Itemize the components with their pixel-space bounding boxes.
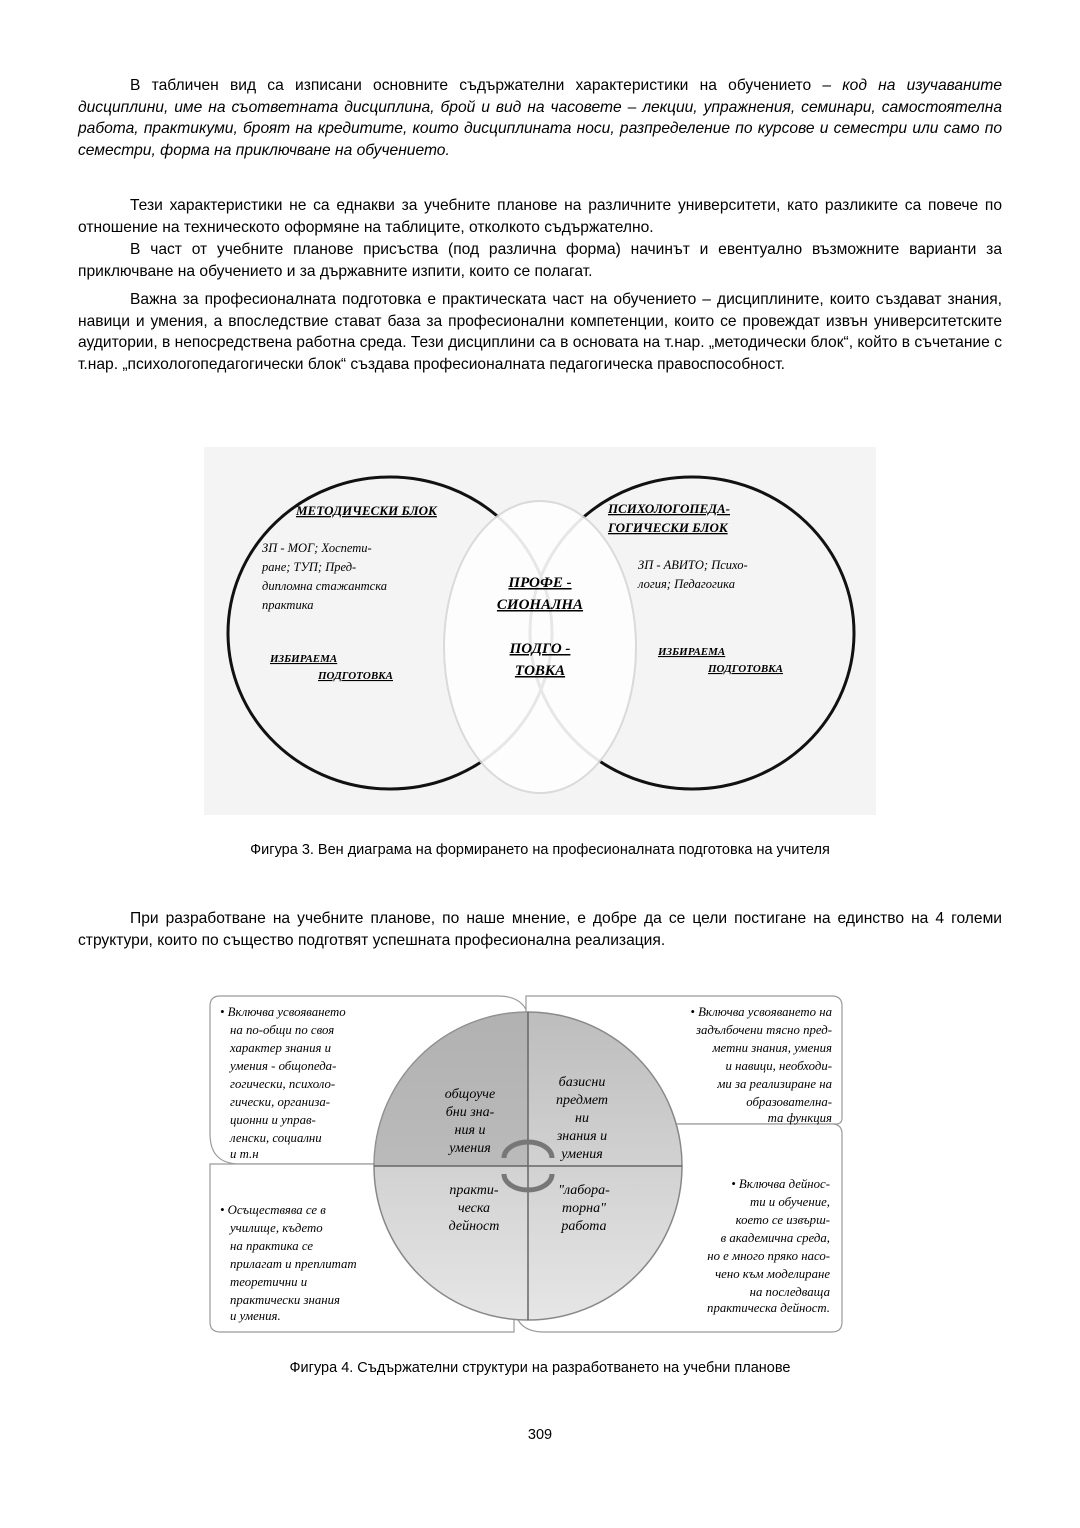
br-line: • Включва дейнос- — [731, 1177, 830, 1191]
venn-diagram — [204, 447, 876, 815]
paragraph-4: Важна за професионалната подготовка е практическата част на обучението – дисциплините, които създават знания, навици и умения, а впоследствие стават база за професионални компетенции, които се провеждат извън университетските аудитории, в непосредствена работна среда. Тези дисциплини са в основата на т.нар. „методически блок“, който в съчетание с т.нар. „психологопедагогически блок“ създава професионалната педагогическа правоспособност. — [78, 291, 1002, 373]
br-line: ти и обучение, — [749, 1195, 830, 1209]
tr-line: метни знания, умения — [712, 1041, 832, 1055]
left-body-line: практика — [262, 598, 314, 612]
left-elective-1: ИЗБИРАЕМА — [270, 653, 338, 665]
bl-line: прилагат и преплитат — [230, 1257, 357, 1271]
left-elective-2: ПОДГОТОВКА — [318, 670, 393, 682]
center-line: ПОДГО - — [509, 641, 571, 657]
tl-line: умения - общопеда- — [230, 1059, 337, 1073]
br-line: което се извърш- — [735, 1213, 830, 1227]
tl-line: на по-общи по своя — [230, 1023, 335, 1037]
right-body-line: логия; Педагогика — [638, 577, 735, 591]
ctl-line: бни зна- — [445, 1105, 495, 1120]
right-elective-2: ПОДГОТОВКА — [708, 663, 783, 675]
figure-3-caption: Фигура 3. Вен диаграма на формирането на професионалната подготовка на учителя — [250, 842, 830, 858]
tl-line: ционни и управ- — [230, 1113, 316, 1127]
paragraph-1 — [78, 75, 1002, 161]
paragraph-1-normal: В табличен вид са изписани основните съдържателни характеристики на обучението – — [130, 77, 843, 94]
paragraph-3: В част от учебните планове присъства (под различна форма) начинът и евентуално възможните варианти за приключване на обучението и за държавните изпити, които се полагат. — [78, 241, 1002, 280]
ctl-line: умения — [449, 1141, 491, 1156]
br-line: на последваща — [749, 1285, 830, 1299]
tl-line: ленски, социални — [230, 1131, 322, 1145]
cbl-line: дейност — [448, 1219, 500, 1234]
tl-line: гогически, психоло- — [230, 1077, 336, 1091]
tl-line: гически, организа- — [230, 1095, 331, 1109]
right-title-1: ПСИХОЛОГОПЕДА- — [608, 501, 731, 516]
ctr-line: умения — [561, 1147, 603, 1162]
left-title: МЕТОДИЧЕСКИ БЛОК — [296, 503, 437, 518]
br-line: практическа дейност. — [707, 1301, 830, 1315]
tr-line: и навици, необходи- — [725, 1059, 832, 1073]
paragraph-5: При разработване на учебните планове, по наше мнение, е добре да се цели постигане на единство на 4 големи структури, които по същество подготвят успешната професионална реализация. — [78, 910, 1002, 949]
center-line: СИОНАЛНА — [496, 597, 584, 613]
tr-line: та функция — [767, 1111, 832, 1125]
br-line: но е много пряко насо- — [707, 1249, 830, 1263]
ctl-line: общоуче — [444, 1087, 496, 1102]
bl-line: на практика се — [230, 1239, 314, 1253]
circle-label-br — [558, 1183, 610, 1234]
bl-line: практически знания — [230, 1293, 340, 1307]
cbl-line: практи- — [449, 1183, 499, 1198]
br-line: чено към моделиране — [715, 1267, 830, 1281]
br-line: в академична среда, — [720, 1231, 830, 1245]
ctr-line: ни — [575, 1111, 589, 1126]
page-number: 309 — [527, 1427, 553, 1443]
left-body-line: ране; ТУП; Пред- — [262, 560, 357, 574]
tl-line: характер знания и — [230, 1041, 332, 1055]
ctl-line: ния и — [454, 1123, 486, 1138]
tr-line: образователна- — [746, 1095, 832, 1109]
cbr-line: работа — [561, 1219, 607, 1234]
right-body-line: ЗП - АВИТО; Психо- — [638, 558, 748, 572]
ctr-line: базисни — [558, 1075, 606, 1090]
tr-line: • Включва усвояването на — [690, 1005, 832, 1019]
tl-line: • Включва усвояването — [220, 1005, 346, 1019]
center-line: ТОВКА — [514, 663, 566, 679]
cbr-line: торна" — [562, 1201, 606, 1216]
tr-line: ми за реализиране на — [717, 1077, 832, 1091]
paragraph-1-italic: код на изучаваните дисциплини, име на съответната дисциплина, брой и вид на часовете – лекции, упражнения, семинари, самостоятелна работа, практикуми, броят на кредитите, които дисциплината носи, разпределение по курсове и семестри или само по семестри, форма на приключване на обучението. — [78, 77, 1002, 159]
right-title-2: ГОГИЧЕСКИ БЛОК — [608, 520, 728, 535]
bl-line: училище, където — [230, 1221, 323, 1235]
tl-line: и т.н — [230, 1147, 259, 1161]
figure-4-caption: Фигура 4. Съдържателни структури на разработването на учебни планове — [289, 1360, 791, 1376]
center-line: ПРОФЕ - — [508, 575, 572, 591]
paragraph-2: Тези характеристики не са еднакви за учебните планове на различните университети, като разликите са повече по отношение на техническото оформяне на таблиците, отколкото съдържателно. — [78, 197, 1002, 236]
bl-line: и умения. — [230, 1309, 281, 1323]
quadrant-diagram — [208, 994, 844, 1334]
ctr-line: предмет — [555, 1093, 609, 1108]
cbr-line: "лабора- — [558, 1183, 610, 1198]
ctr-line: знания и — [556, 1129, 608, 1144]
left-body-line: ЗП - МОГ; Хоспети- — [262, 541, 372, 555]
bl-line: теоретични и — [230, 1275, 308, 1289]
tr-line: задълбочени тясно пред- — [695, 1023, 832, 1037]
left-body-line: дипломна стажантска — [262, 579, 388, 593]
cbl-line: ческа — [457, 1201, 491, 1216]
bl-line: • Осъществява се в — [220, 1203, 326, 1217]
right-elective-1: ИЗБИРАЕМА — [658, 646, 726, 658]
